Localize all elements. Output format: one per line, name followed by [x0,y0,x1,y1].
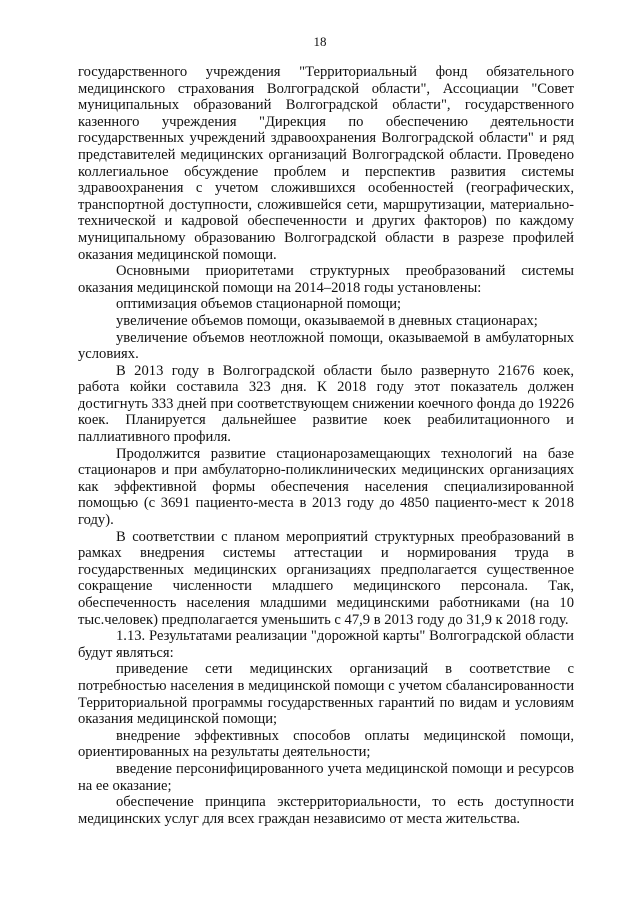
list-item: оптимизация объемов стационарной помощи; [116,296,402,313]
paragraph: В 2013 году в Волгоградской области было развернуто 21676 коек, работа койки составила 323 дня. К 2018 году этот показатель должен достигнуть 333 дней при соответствующем снижении коечного фонда до 19226 коек. Планируется дальнейшее развитие коек реабилитационного и паллиативного профиля. [78,362,574,446]
page-number: 18 [313,34,327,49]
paragraph: В соответствии с планом мероприятий структурных преобразований в рамках внедрения системы аттестации и нормирования труда в государственных медицинских организациях предполагается существенное сокращение численности младшего медицинского персонала. Так, обеспеченность населения младшими медицинскими работниками (на 10 тыс.человек) предполагается уменьшить с 47,9 в 2013 году до 31,9 к 2018 году. [78,528,574,628]
paragraph: государственного учреждения "Территориальный фонд обязательного медицинского страхования Волгоградской области", Ассоциации "Совет муниципальных образований Волгоградской области", государственного казенного учреждения "Дирекция по обеспечению деятельности государственных учреждений здравоохранения Волгоградской области" и ряд представителей медицинских организаций Волгоградской области. Проведено коллегиальное обсуждение проблем и перспектив развития системы здравоохранения с учетом сложившихся особенностей (географических, транспортной доступности, сложившейся сети, маршрутизации, материально-технической и кадровой обеспеченности и других факторов) по каждому муниципальному образованию Волгоградской области в разрезе профилей оказания медицинской помощи. [78,64,574,263]
paragraph: Основными приоритетами структурных преобразований системы оказания медицинской помощи на 2014–2018 годы установлены: [78,263,574,296]
list-item: обеспечение принципа экстерриториальности, то есть доступности медицинских услуг для всех граждан независимо от места жительства. [78,794,574,827]
document-body [78,64,574,827]
section-heading-paragraph: 1.13. Результатами реализации "дорожной карты" Волгоградской области будут являться: [78,628,574,661]
list-item: введение персонифицированного учета медицинской помощи и ресурсов на ее оказание; [78,760,574,794]
paragraph: Продолжится развитие стационарозамещающих технологий на базе стационаров и при амбулаторно-поликлинических медицинских организациях как эффективной формы обеспечения населения специализированной помощью (с 3691 пациенто-места в 2013 году до 4850 пациенто-мест к 2018 году). [78,445,574,529]
list-item: увеличение объемов неотложной помощи, оказываемой в амбулаторных условиях. [78,329,574,363]
list-item: увеличение объемов помощи, оказываемой в дневных стационарах; [116,312,538,329]
list-item: внедрение эффективных способов оплаты медицинской помощи, ориентированных на результаты деятельности; [78,727,574,761]
list-item: приведение сети медицинских организаций в соответствие с потребностью населения в медицинской помощи с учетом сбалансированности Территориальной программы государственных гарантий по видам и условиям оказания медицинской помощи; [78,661,574,728]
